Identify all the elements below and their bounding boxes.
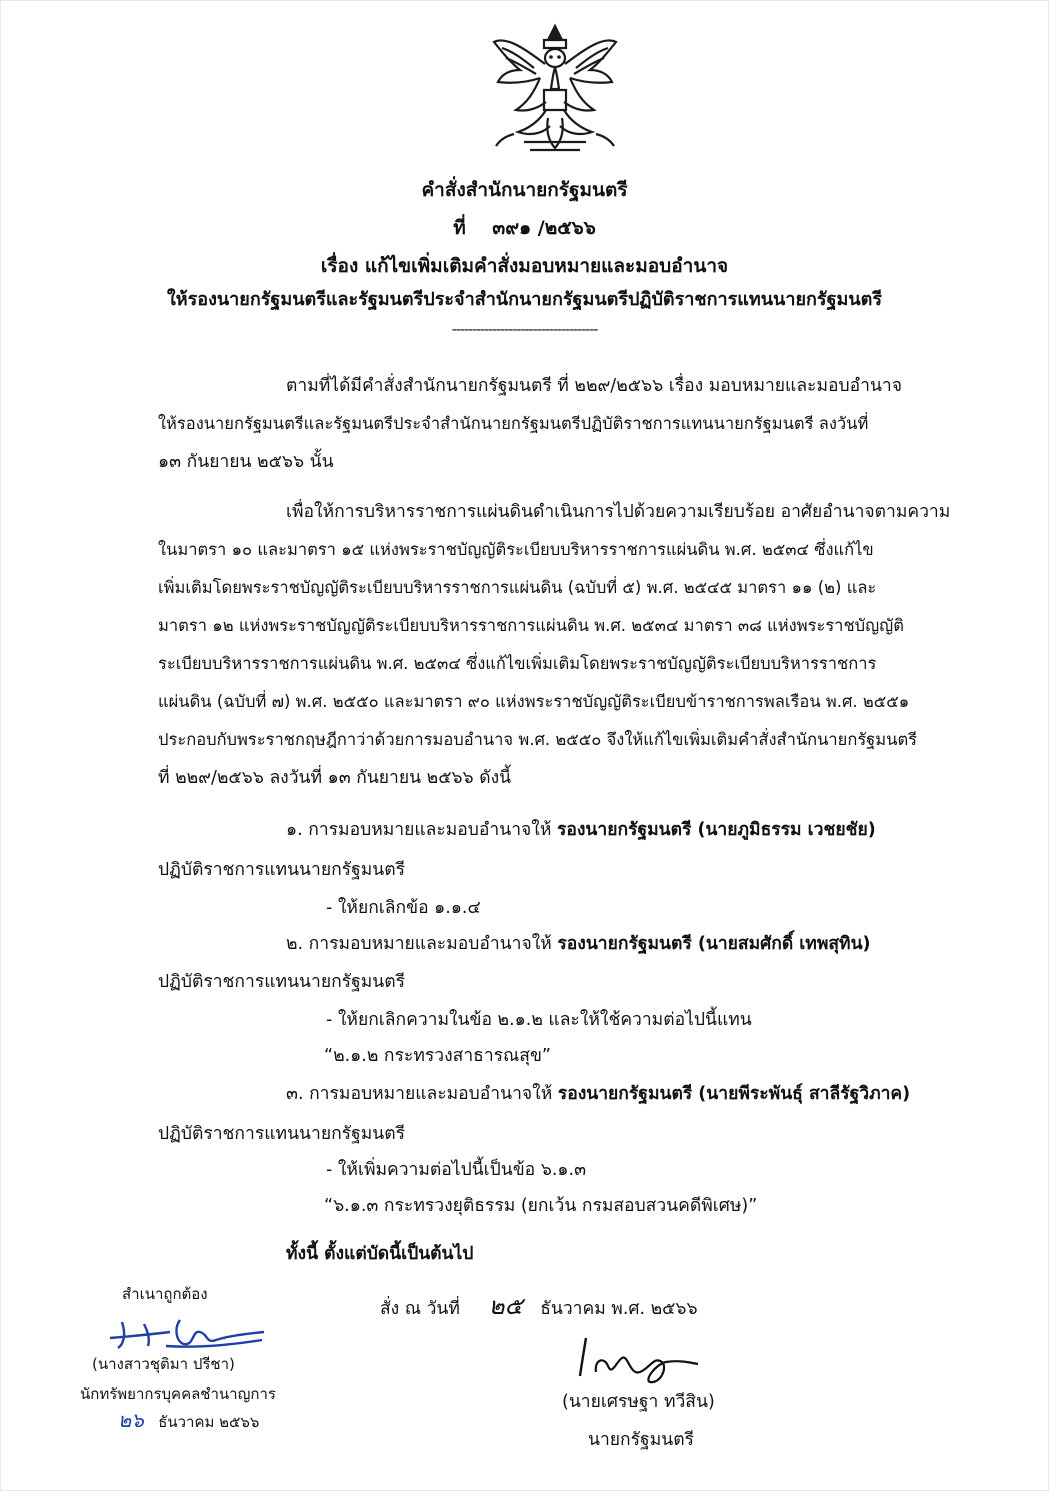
item-2-prefix: ๒. การมอบหมายและมอบอำนาจให้ (286, 934, 558, 954)
garuda-emblem-icon (484, 18, 626, 160)
item-2-line (286, 932, 871, 956)
certification-date-rest: ธันวาคม ๒๕๖๖ (158, 1413, 260, 1431)
effective-clause: ทั้งนี้ ตั้งแต่บัดนี้เป็นต้นไป (286, 1244, 474, 1264)
item-3-line (286, 1082, 910, 1106)
order-date-prefix: สั่ง ณ วันที่ (380, 1299, 460, 1319)
item-1-sub: - ให้ยกเลิกข้อ ๑.๑.๔ (326, 898, 481, 918)
item-3-prefix: ๓. การมอบหมายและมอบอำนาจให้ (286, 1084, 558, 1104)
certified-copy-title: สำเนาถูกต้อง (122, 1285, 208, 1303)
item-2-person: รองนายกรัฐมนตรี (นายสมศักดิ์ เทพสุทิน) (557, 934, 871, 954)
paragraph-2-line-3: เพิ่มเติมโดยพระราชบัญญัติระเบียบบริหารราชการแผ่นดิน (ฉบับที่ ๕) พ.ศ. ๒๕๔๕ มาตรา ๑๑ (๒) และ (158, 578, 877, 597)
order-date-month-year: ธันวาคม พ.ศ. ๒๕๖๖ (540, 1299, 698, 1319)
item-2-quote: “๒.๑.๒ กระทรวงสาธารณสุข” (324, 1046, 551, 1066)
certification-date (118, 1410, 259, 1432)
item-3-person: รองนายกรัฐมนตรี (นายพีระพันธุ์ สาลีรัฐวิภาค) (557, 1084, 911, 1104)
certifier-name: (นางสาวชุติมา ปรีชา) (92, 1355, 235, 1373)
certifier-position: นักทรัพยากรบุคคลชำนาญการ (80, 1385, 276, 1403)
item-3-line-2: ปฏิบัติราชการแทนนายกรัฐมนตรี (158, 1124, 405, 1144)
order-date-line (380, 1294, 698, 1321)
paragraph-1-line-1: ตามที่ได้มีคำสั่งสำนักนายกรัฐมนตรี ที่ ๒๒๙/๒๕๖๖ เรื่อง มอบหมายและมอบอำนาจ (286, 376, 902, 396)
signer-name: (นายเศรษฐา ทวีสิน) (562, 1392, 715, 1412)
order-date-day: ๒๕ (488, 1292, 523, 1320)
order-number: ๓๙๑ /๒๕๖๖ (492, 217, 596, 239)
order-number-prefix: ที่ (453, 217, 466, 239)
item-1-person: รองนายกรัฐมนตรี (นายภูมิธรรม เวชยชัย) (556, 820, 876, 840)
paragraph-1-line-2: ให้รองนายกรัฐมนตรีและรัฐมนตรีประจำสำนักนายกรัฐมนตรีปฏิบัติราชการแทนนายกรัฐมนตรี ลงวันที่ (158, 414, 869, 433)
paragraph-2-line-8: ที่ ๒๒๙/๒๕๖๖ ลงวันที่ ๑๓ กันยายน ๒๕๖๖ ดังนี้ (158, 768, 512, 788)
pm-signature-icon (570, 1332, 720, 1388)
certification-day: ๒๖ (118, 1408, 144, 1432)
order-title: คำสั่งสำนักนายกรัฐมนตรี (421, 179, 628, 201)
item-2-sub: - ให้ยกเลิกความในข้อ ๒.๑.๒ และให้ใช้ความต่อไปนี้แทน (326, 1010, 752, 1030)
subject-line-1: เรื่อง แก้ไขเพิ่มเติมคำสั่งมอบหมายและมอบอำนาจ (320, 255, 729, 277)
item-2-line-2: ปฏิบัติราชการแทนนายกรัฐมนตรี (158, 972, 405, 992)
order-number-line (0, 216, 1049, 240)
paragraph-2-line-6: แผ่นดิน (ฉบับที่ ๗) พ.ศ. ๒๕๕๐ และมาตรา ๙๐ แห่งพระราชบัญญัติระเบียบข้าราชการพลเรือน พ.ศ. ๒๕๕๑ (158, 692, 910, 711)
subject-line-2: ให้รองนายกรัฐมนตรีและรัฐมนตรีประจำสำนักนายกรัฐมนตรีปฏิบัติราชการแทนนายกรัฐมนตรี (166, 289, 883, 310)
signer-position: นายกรัฐมนตรี (588, 1430, 694, 1450)
item-3-quote: “๖.๑.๓ กระทรวงยุติธรรม (ยกเว้น กรมสอบสวนคดีพิเศษ)” (324, 1196, 758, 1216)
certifier-signature-icon (104, 1312, 274, 1356)
paragraph-2-line-1: เพื่อให้การบริหารราชการแผ่นดินดำเนินการไปด้วยความเรียบร้อย อาศัยอำนาจตามความ (286, 502, 951, 522)
paragraph-2-line-4: มาตรา ๑๒ แห่งพระราชบัญญัติระเบียบบริหารราชการแผ่นดิน พ.ศ. ๒๕๓๔ มาตรา ๓๘ แห่งพระราชบัญญัติ (158, 616, 904, 635)
item-1-line-2: ปฏิบัติราชการแทนนายกรัฐมนตรี (158, 860, 405, 880)
item-1-line (286, 818, 876, 842)
paragraph-2-line-2: ในมาตรา ๑๐ และมาตรา ๑๕ แห่งพระราชบัญญัติระเบียบบริหารราชการแผ่นดิน พ.ศ. ๒๕๓๔ ซึ่งแก้ไข (158, 540, 874, 559)
item-1-prefix: ๑. การมอบหมายและมอบอำนาจให้ (286, 820, 557, 840)
header-divider: ------------------------------------ (451, 322, 598, 338)
paragraph-2-line-5: ระเบียบบริหารราชการแผ่นดิน พ.ศ. ๒๕๓๔ ซึ่งแก้ไขเพิ่มเติมโดยพระราชบัญญัติระเบียบบริหารราชการ (158, 654, 877, 673)
paragraph-1-line-3: ๑๓ กันยายน ๒๕๖๖ นั้น (158, 452, 334, 472)
paragraph-2-line-7: ประกอบกับพระราชกฤษฎีกาว่าด้วยการมอบอำนาจ พ.ศ. ๒๕๕๐ จึงให้แก้ไขเพิ่มเติมคำสั่งสำนักนายกรัฐมนตรี (158, 730, 918, 749)
item-3-sub: - ให้เพิ่มความต่อไปนี้เป็นข้อ ๖.๑.๓ (326, 1160, 587, 1180)
